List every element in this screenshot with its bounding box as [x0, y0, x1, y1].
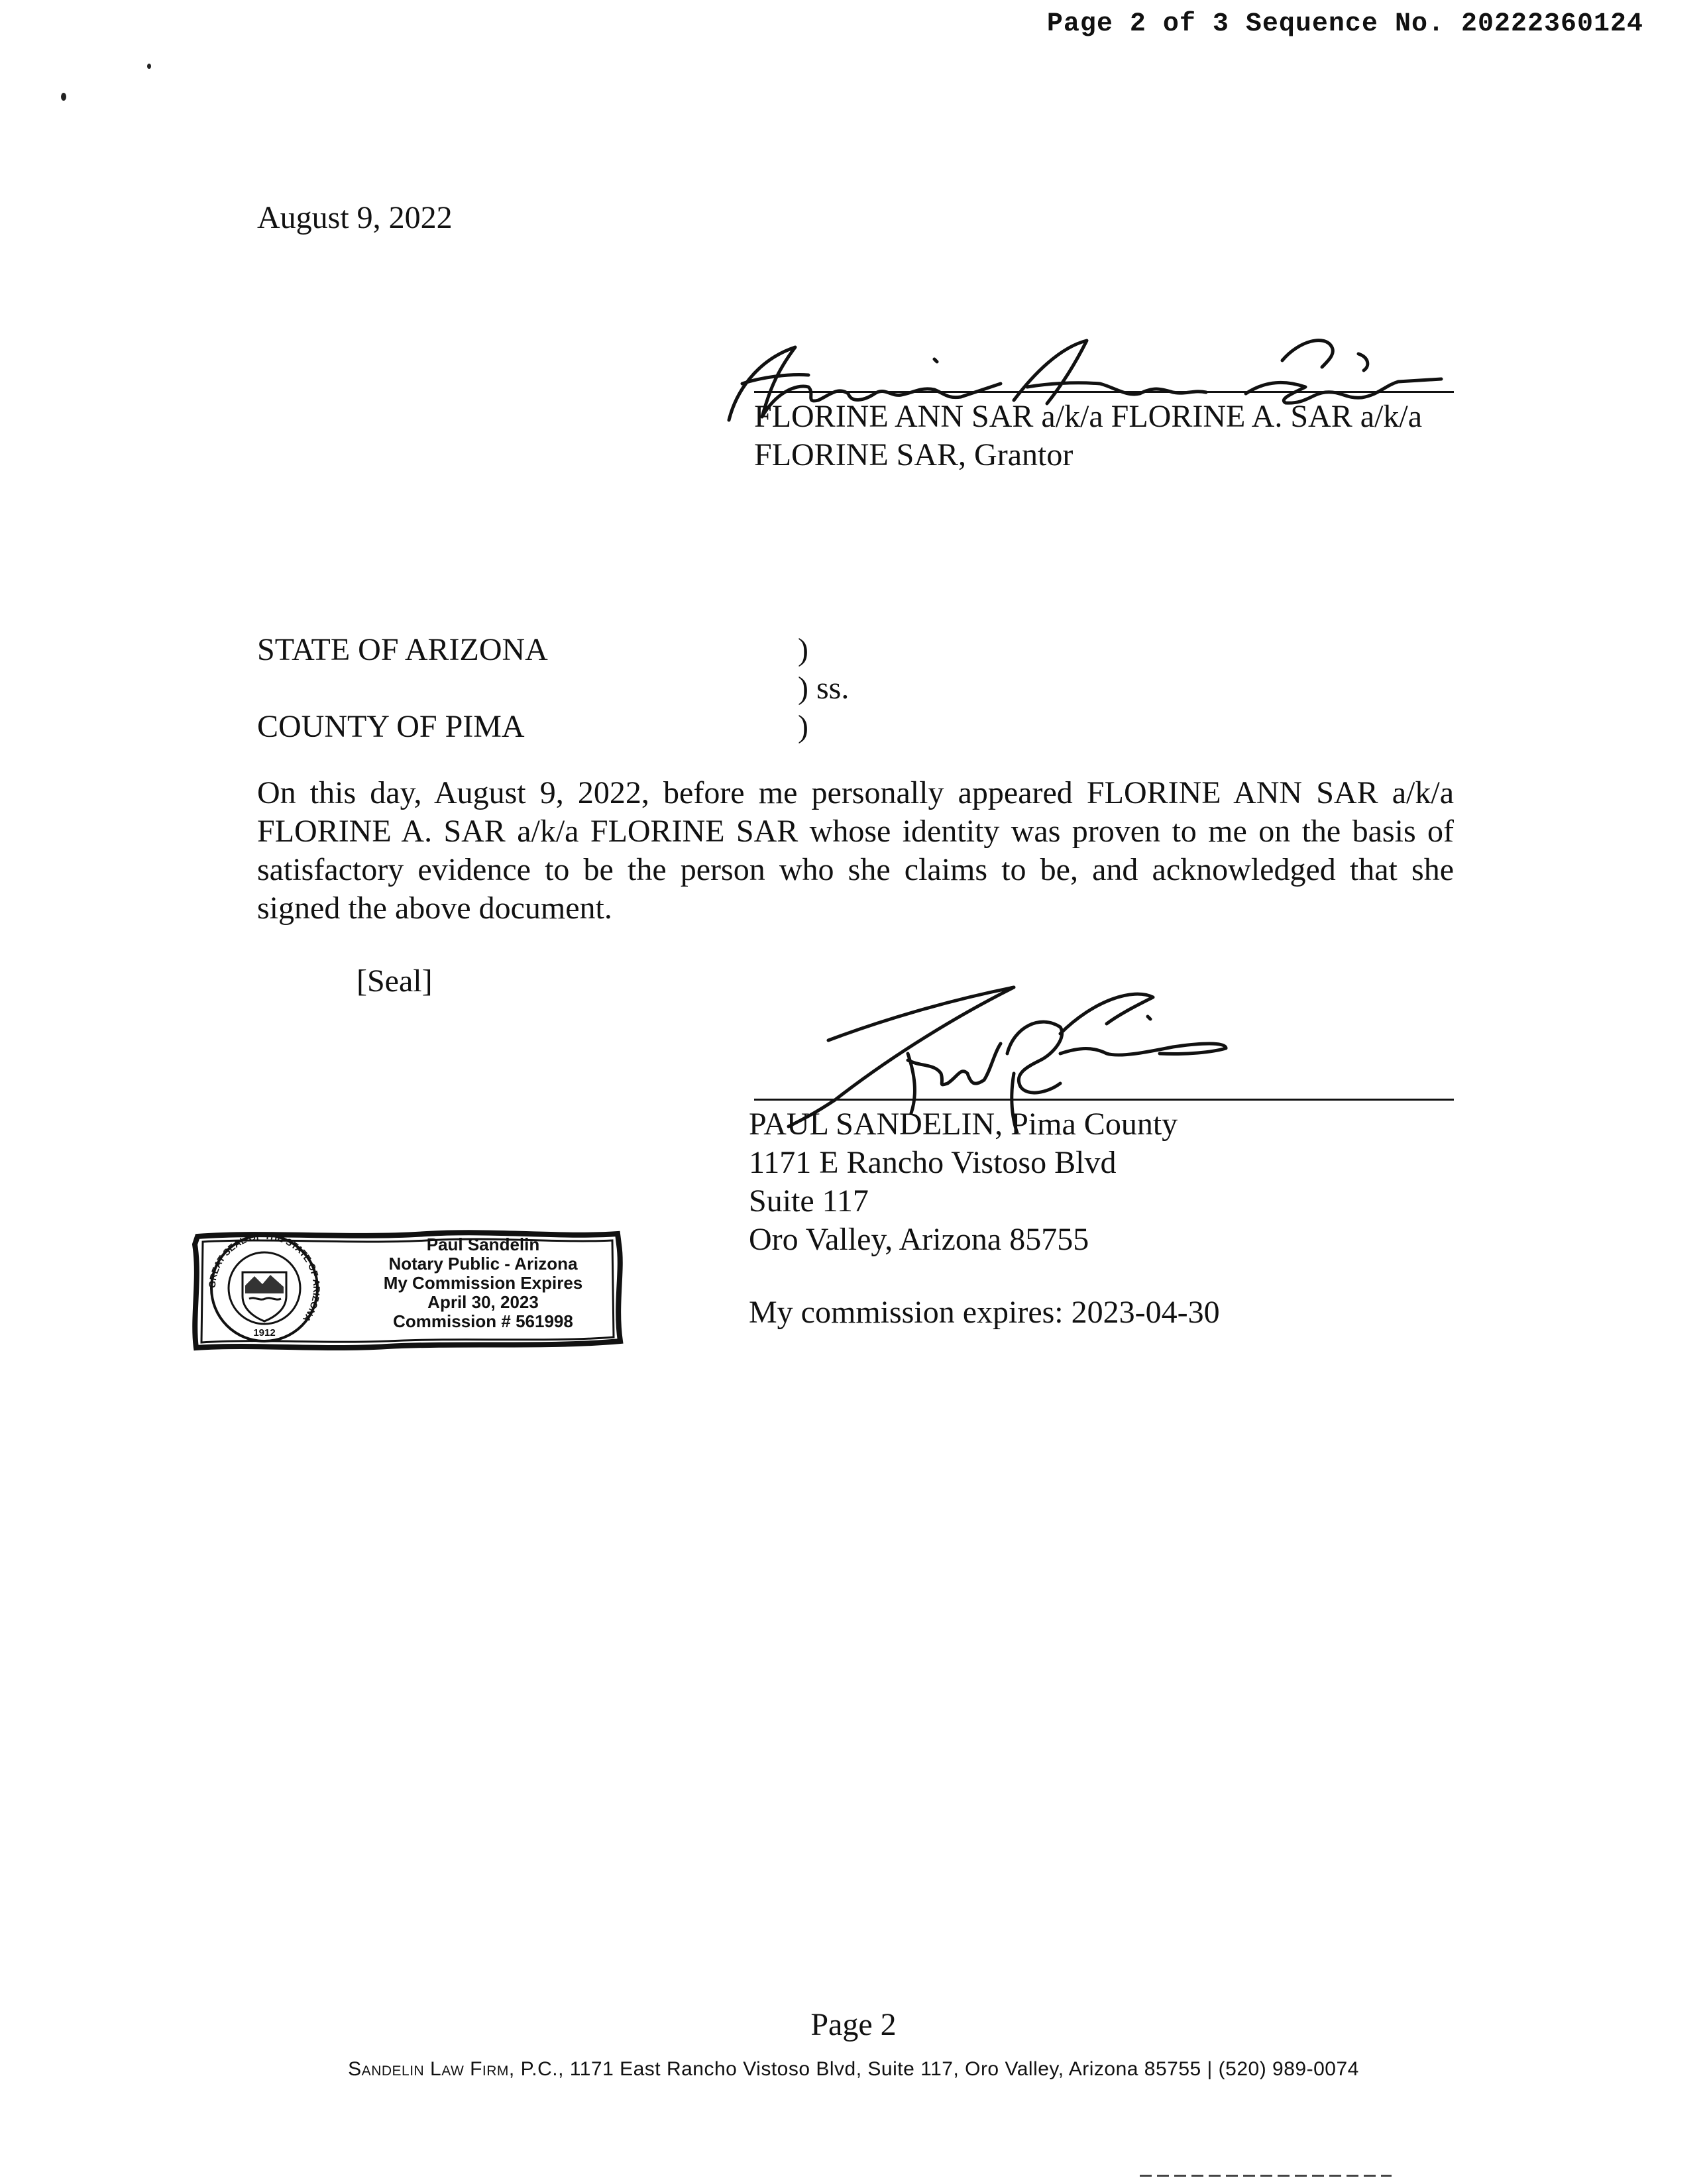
stamp-notary-title: Notary Public - Arizona: [388, 1254, 578, 1274]
footer-firm-info: [0, 2058, 1707, 2081]
venue-paren-ss: ) ss.: [798, 671, 850, 706]
svg-text:1912: 1912: [253, 1327, 276, 1338]
stamp-expires-date: April 30, 2023: [427, 1292, 539, 1312]
grantor-name-line2: FLORINE SAR, Grantor: [754, 437, 1074, 472]
scan-speck: [61, 93, 66, 101]
notary-commission-expiry: My commission expires: 2023-04-30: [749, 1295, 1220, 1330]
notary-address-line2: Suite 117: [749, 1183, 869, 1219]
stamp-commission-number: Commission # 561998: [393, 1311, 573, 1331]
footer-firm-address: , 1171 East Rancho Vistoso Blvd, Suite 117, Oro Valley, Arizona 85755 | (520) 989-0074: [558, 2058, 1359, 2080]
notary-city-state-zip: Oro Valley, Arizona 85755: [749, 1222, 1089, 1257]
svg-text:GREAT SEAL OF THE STATE OF ARI: GREAT SEAL OF THE STATE OF ARIZONA: [206, 1230, 323, 1325]
acknowledgment-paragraph: On this day, August 9, 2022, before me personally appeared FLORINE ANN SAR a/k/a FLORINE A. SAR a/k/a FLORINE SAR whose identity was proven to me on the basis of satisfactory evidence to be the person who she claims to be, and acknowledged that she signed the above document.: [257, 775, 1454, 926]
venue-county: COUNTY OF PIMA: [257, 709, 525, 744]
stamp-notary-name: Paul Sandelin: [426, 1234, 540, 1254]
notary-address-line1: 1171 E Rancho Vistoso Blvd: [749, 1145, 1117, 1180]
venue-state: STATE OF ARIZONA: [257, 632, 548, 667]
footer-page-number: Page 2: [810, 2007, 897, 2042]
notary-name-line: PAUL SANDELIN, Pima County: [749, 1107, 1178, 1142]
venue-paren-bottom: ): [798, 709, 808, 744]
scan-artifact: [1140, 2175, 1392, 2177]
scan-speck: [147, 64, 151, 69]
recording-stamp: Page 2 of 3 Sequence No. 20222360124: [1046, 9, 1643, 39]
document-date: August 9, 2022: [257, 200, 453, 235]
grantor-signature-line: [754, 391, 1454, 393]
notary-stamp-text: [341, 1235, 626, 1331]
grantor-name-line1: FLORINE ANN SAR a/k/a FLORINE A. SAR a/k/a: [754, 399, 1422, 434]
notary-stamp: [188, 1225, 626, 1352]
notary-signature-line: [754, 1099, 1454, 1101]
seal-label: [Seal]: [357, 963, 433, 999]
footer-firm-name: Sandelin Law Firm, P.C.: [348, 2058, 559, 2080]
stamp-expires-label: My Commission Expires: [383, 1273, 583, 1293]
venue-paren-top: ): [798, 632, 808, 667]
